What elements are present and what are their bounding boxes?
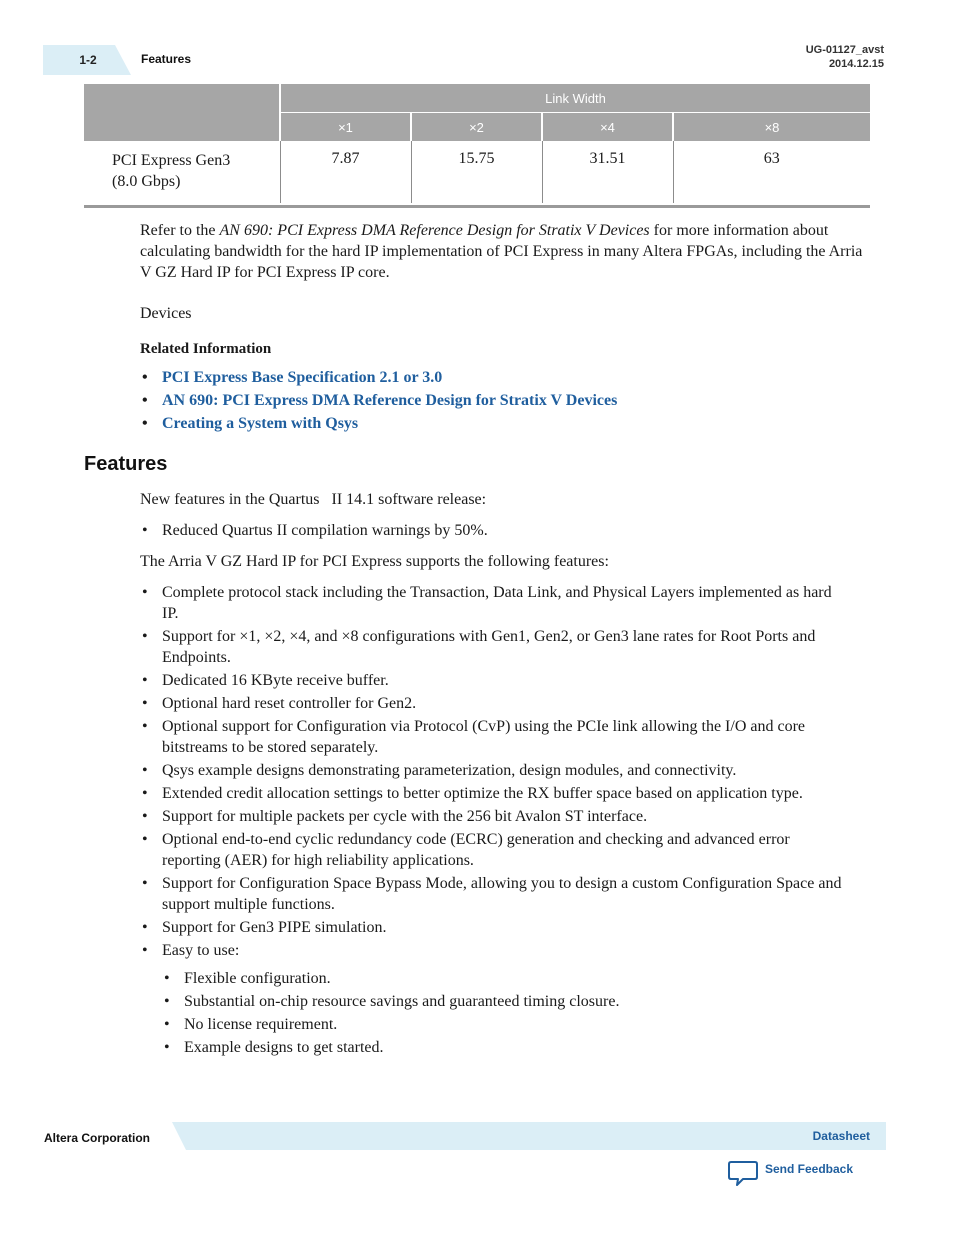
table-column-header: ×8: [673, 113, 870, 142]
list-item: • Optional hard reset controller for Gen2.: [140, 693, 850, 714]
table-column-header: ×2: [411, 113, 542, 142]
page-tab: [43, 45, 131, 75]
list-item: • Easy to use:: [140, 940, 850, 961]
new-features-list: [140, 520, 850, 543]
related-link-qsys[interactable]: • Creating a System with Qsys: [140, 415, 617, 438]
related-info-heading: Related Information: [140, 341, 272, 357]
header-section-title: Features: [141, 52, 192, 66]
list-item: • Complete protocol stack including the Transaction, Data Link, and Physical Layers implemented as hard IP.: [140, 582, 850, 624]
send-feedback-button[interactable]: [727, 1158, 867, 1188]
refer-doc-title: AN 690: PCI Express DMA Reference Design for Stratix V Devices: [219, 222, 650, 239]
easy-to-use-list: [162, 968, 852, 1060]
related-links: [140, 369, 617, 438]
list-item: • Support for Gen3 PIPE simulation.: [140, 917, 850, 938]
refer-paragraph: [140, 220, 870, 283]
list-item: • Optional end-to-end cyclic redundancy code (ECRC) generation and checking and advanced error reporting (AER) for high reliability applications.: [140, 829, 850, 871]
list-item: • Support for Configuration Space Bypass Mode, allowing you to design a custom Configuration Space and support multiple functions.: [140, 873, 850, 915]
feedback-speech-bubble-icon: [727, 1160, 759, 1188]
list-item: • Dedicated 16 KByte receive buffer.: [140, 670, 850, 691]
doc-id: UG-01127_avst: [805, 44, 884, 56]
list-item: • Support for ×1, ×2, ×4, and ×8 configurations with Gen1, Gen2, or Gen3 lane rates for Root Ports and Endpoints.: [140, 626, 850, 668]
table-cell: 31.51: [542, 141, 673, 203]
table-group-header: Link Width: [280, 84, 870, 113]
list-item: • Extended credit allocation settings to better optimize the RX buffer space based on application type.: [140, 783, 850, 804]
refer-suffix: for more information about calculating bandwidth for the hard IP implementation of PCI Express in many Altera FPGAs, including the Arria V GZ Hard IP for PCI Express IP core.: [140, 222, 863, 281]
list-item: • Optional support for Configuration via Protocol (CvP) using the PCIe link allowing the I/O and core bitstreams to be stored separately.: [140, 716, 850, 758]
table-cell: 7.87: [280, 141, 411, 203]
doc-date: 2014.12.15: [828, 58, 884, 70]
table-bottom-rule: [84, 205, 870, 208]
row-label-line-1: PCI Express Gen3: [112, 152, 231, 169]
features-list: [140, 582, 850, 963]
refer-prefix: Refer to the: [140, 222, 220, 239]
table-header-blank: [84, 84, 280, 141]
list-item: • No license requirement.: [162, 1014, 852, 1035]
table-header-row-1: [84, 84, 870, 113]
list-item: • Substantial on-chip resource savings and guaranteed timing closure.: [162, 991, 852, 1012]
footer-company: Altera Corporation: [44, 1131, 151, 1145]
list-item: • Flexible configuration.: [162, 968, 852, 989]
related-link-an690[interactable]: • AN 690: PCI Express DMA Reference Design for Stratix V Devices: [140, 392, 617, 415]
footer-band-shape: [172, 1122, 886, 1150]
header-doc-info: [806, 43, 884, 71]
list-item: • Reduced Quartus II compilation warnings by 50%.: [140, 520, 850, 541]
table-row: [84, 141, 870, 203]
table-column-header: ×4: [542, 113, 673, 142]
related-link-pcie-spec[interactable]: • PCI Express Base Specification 2.1 or 3.0: [140, 369, 617, 392]
features-heading: Features: [84, 453, 168, 475]
list-item: • Qsys example designs demonstrating parameterization, design modules, and connectivity.: [140, 760, 850, 781]
table-row-label: [84, 141, 280, 203]
send-feedback-label: Send Feedback: [765, 1162, 854, 1176]
row-label-line-2: (8.0 Gbps): [112, 173, 181, 190]
devices-text: Devices: [140, 305, 192, 322]
table-column-header: ×1: [280, 113, 411, 142]
datasheet-link[interactable]: Datasheet: [812, 1129, 870, 1143]
list-item: • Example designs to get started.: [162, 1037, 852, 1058]
support-intro: The Arria V GZ Hard IP for PCI Express supports the following features:: [140, 553, 609, 570]
footer-band: [172, 1122, 886, 1150]
bandwidth-table: [84, 84, 870, 203]
page-number: 1-2: [79, 53, 97, 67]
list-item: • Support for multiple packets per cycle with the 256 bit Avalon ST interface.: [140, 806, 850, 827]
table-cell: 63: [673, 141, 870, 203]
features-intro: New features in the Quartus II 14.1 software release:: [140, 491, 487, 508]
table-cell: 15.75: [411, 141, 542, 203]
